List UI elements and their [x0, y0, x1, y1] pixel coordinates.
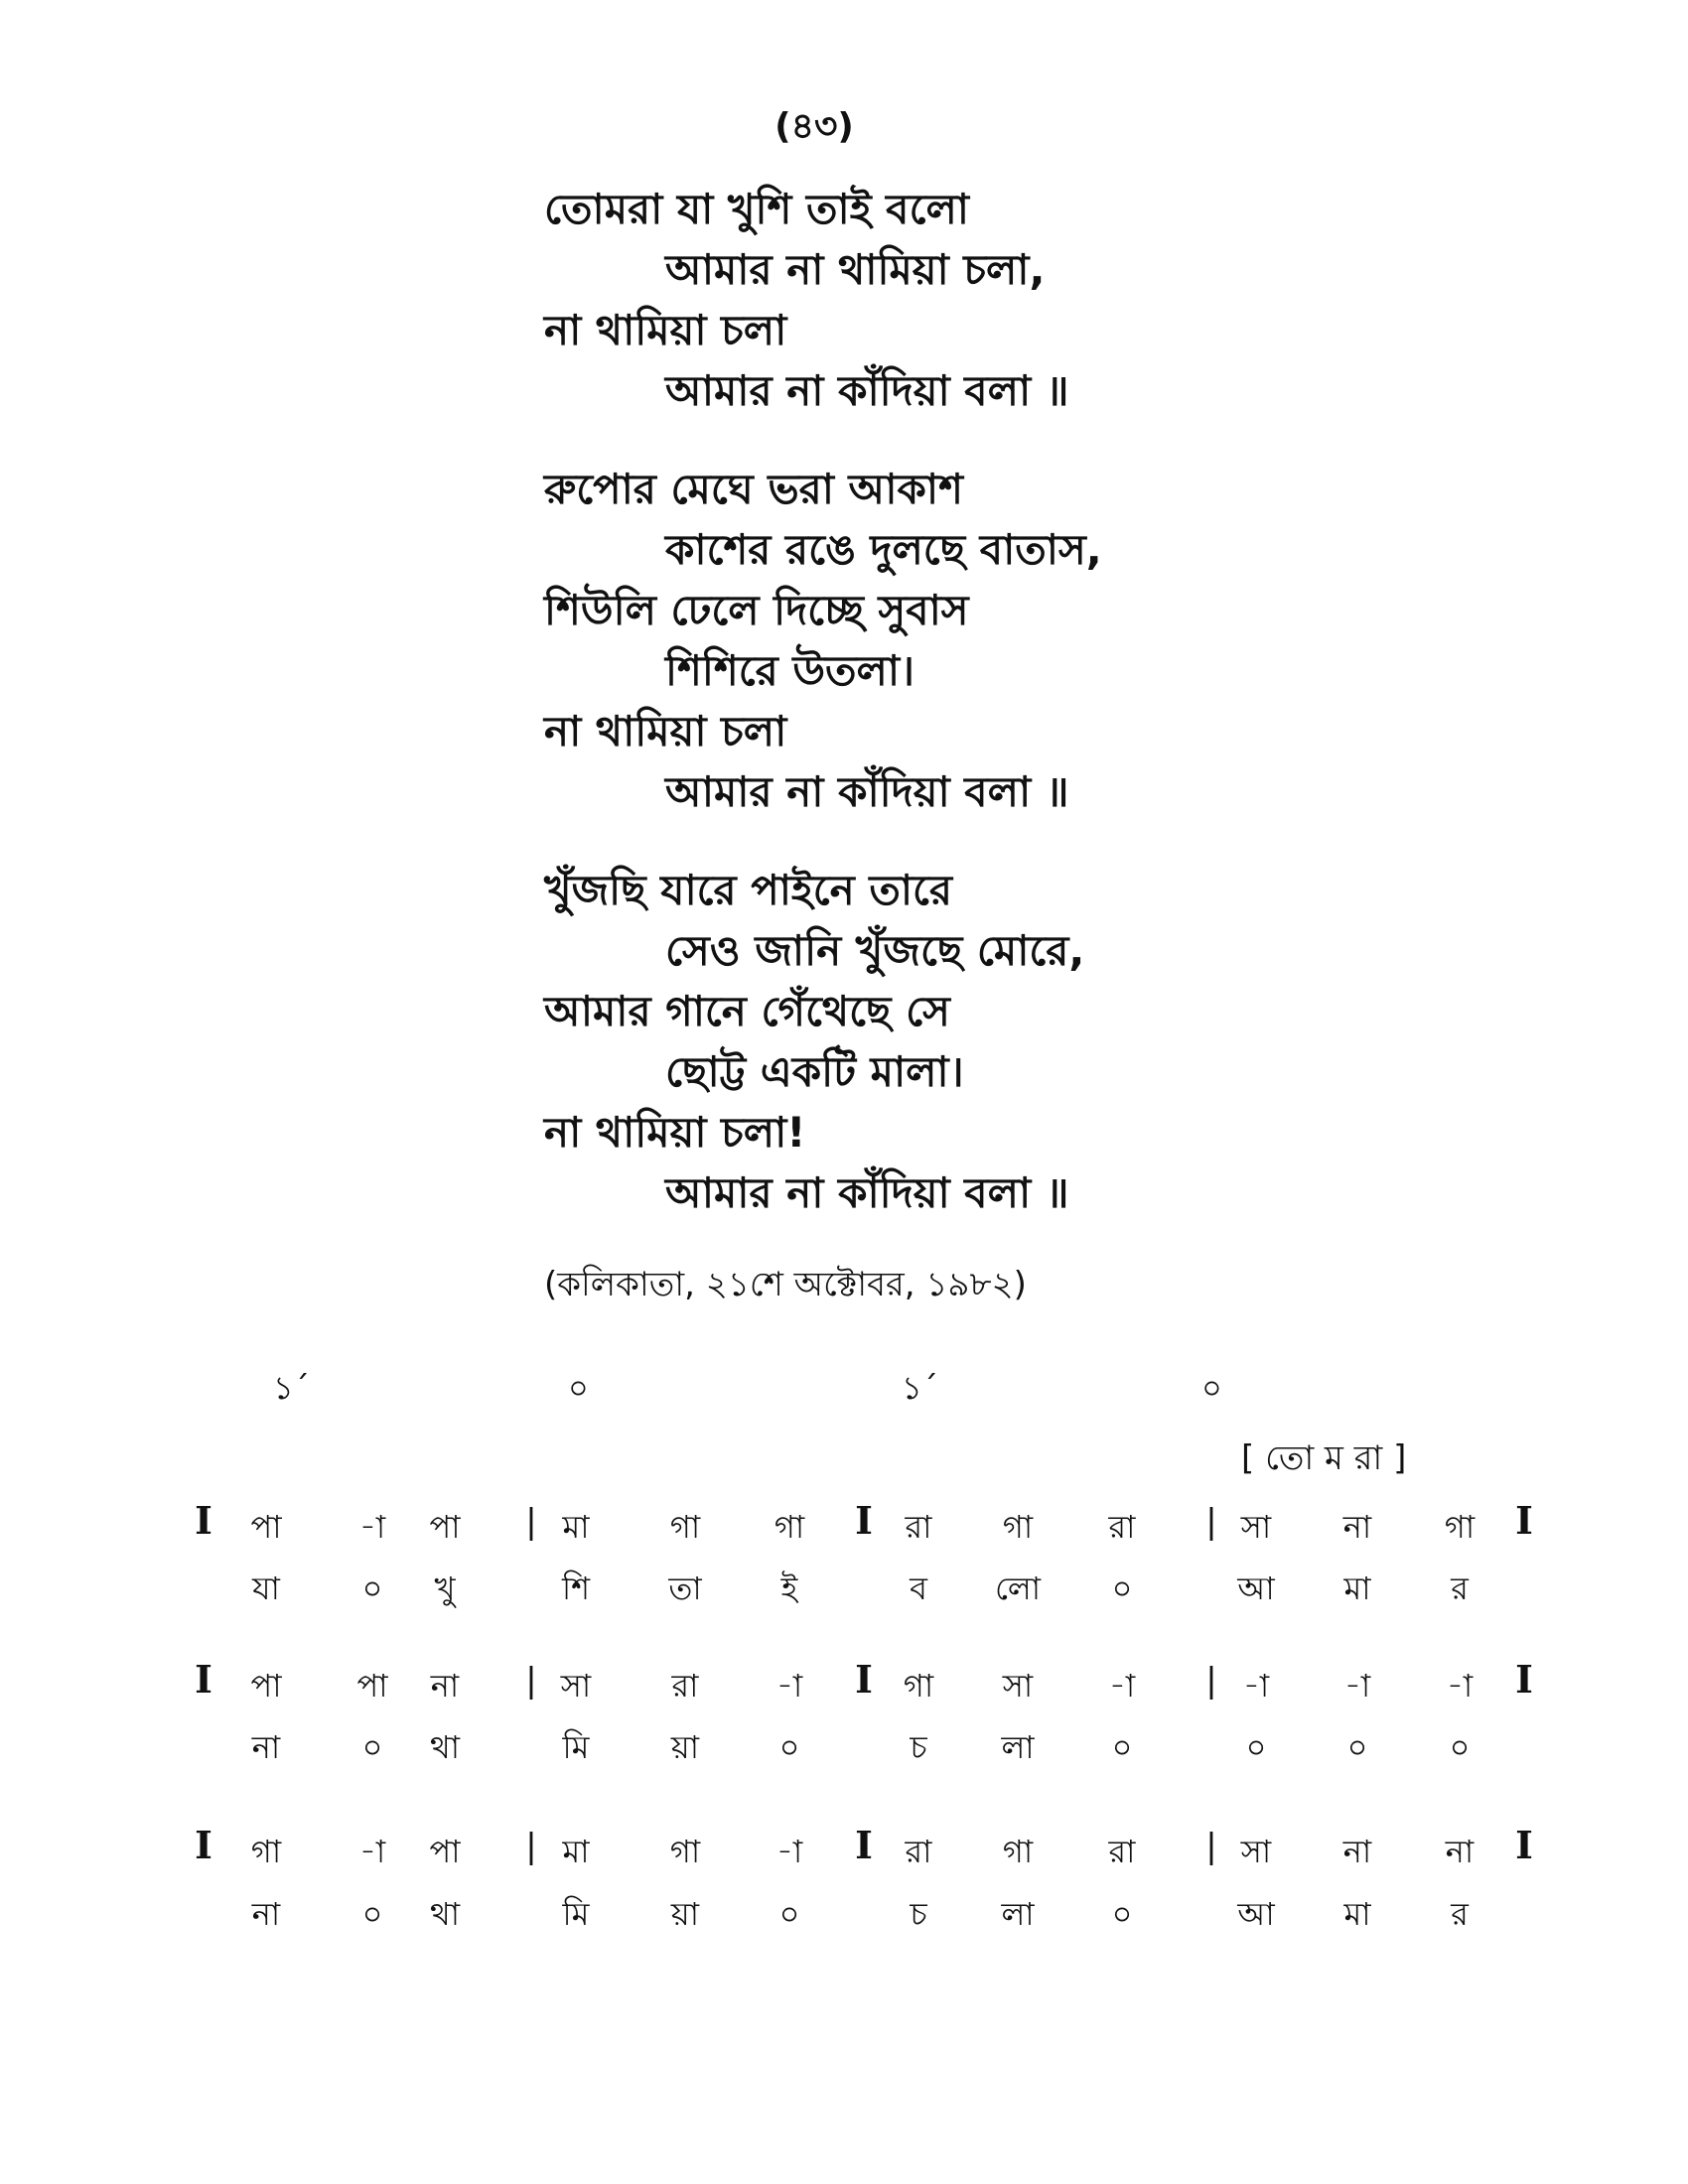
lyric-line: না থামিয়া চলা	[544, 707, 787, 755]
barline-minor: |	[1205, 1502, 1217, 1542]
lyric-line: আমার না থামিয়া চলা,	[665, 245, 1046, 294]
swara-note: -া	[1343, 1667, 1371, 1705]
swara-note: রা	[1108, 1833, 1136, 1870]
lyric-line: না থামিয়া চলা!	[544, 1108, 806, 1157]
swara-note: রা	[671, 1667, 699, 1705]
lyric-syllable: থা	[429, 1895, 460, 1933]
lyric-line: রুপোর মেঘে ভরা আকাশ	[544, 465, 963, 513]
lyric-syllable: মি	[562, 1728, 590, 1766]
barline-minor: |	[525, 1661, 537, 1701]
lyric-syllable: লো	[994, 1570, 1042, 1607]
barline-major: I	[1515, 1498, 1533, 1543]
lyric-line: আমার না কাঁদিয়া বলা ॥	[665, 767, 1069, 816]
footnote-date-place: (কলিকাতা, ২১শে অক্টোবর, ১৯৮২)	[544, 1265, 1027, 1304]
lyric-syllable: তা	[668, 1570, 702, 1607]
lyric-line: আমার না কাঁদিয়া বলা ॥	[665, 366, 1069, 415]
swara-note: -া	[775, 1833, 803, 1870]
swara-note: না	[430, 1667, 460, 1705]
lyric-syllable: ব	[910, 1570, 927, 1607]
lyric-syllable: ০	[361, 1570, 383, 1607]
barline-minor: |	[1205, 1661, 1217, 1701]
lyric-syllable: র	[1451, 1570, 1469, 1607]
swara-note: গা	[1002, 1833, 1034, 1870]
swara-note: পা	[250, 1667, 282, 1705]
lyric-syllable: ০	[778, 1895, 800, 1933]
barline-minor: |	[1205, 1827, 1217, 1866]
barline-major: I	[1515, 1657, 1533, 1702]
lyric-line: আমার না কাঁদিয়া বলা ॥	[665, 1168, 1069, 1217]
swara-note: -া	[775, 1667, 803, 1705]
barline-minor: |	[525, 1827, 537, 1866]
swara-note: না	[1445, 1833, 1475, 1870]
barline-major: I	[195, 1498, 212, 1543]
lyric-syllable: ০	[1111, 1570, 1133, 1607]
lyric-syllable: লা	[1001, 1728, 1035, 1766]
lyric-line: আমার গানে গেঁথেছে সে	[544, 987, 950, 1035]
lyric-syllable: ০	[1245, 1728, 1267, 1766]
swara-note: গা	[903, 1667, 934, 1705]
lyric-line: না থামিয়া চলা	[544, 306, 787, 354]
barline-minor: |	[525, 1502, 537, 1542]
swara-note: না	[1342, 1833, 1372, 1870]
lyric-syllable: ০	[1111, 1728, 1133, 1766]
barline-major: I	[855, 1657, 873, 1702]
swara-note: -া	[358, 1833, 386, 1870]
lyric-syllable: না	[251, 1895, 281, 1933]
lyric-syllable: ০	[361, 1895, 383, 1933]
lyric-line: সেও জানি খুঁজছে মোরে,	[665, 926, 1085, 975]
barline-major: I	[1515, 1823, 1533, 1867]
swara-note: পা	[429, 1833, 461, 1870]
lyric-syllable: মা	[1343, 1895, 1371, 1933]
lyric-syllable: চ	[910, 1895, 927, 1933]
swara-note: গা	[250, 1833, 282, 1870]
lyric-syllable: ০	[1346, 1728, 1368, 1766]
swara-note: -া	[1108, 1667, 1136, 1705]
swara-note: -া	[1446, 1667, 1474, 1705]
swara-note: গা	[1444, 1508, 1476, 1546]
lyric-syllable: ০	[778, 1728, 800, 1766]
swara-note: গা	[1002, 1508, 1034, 1546]
swara-note: গা	[669, 1508, 701, 1546]
lyric-syllable: ০	[1449, 1728, 1471, 1766]
lyric-syllable: মা	[1343, 1570, 1371, 1607]
barline-major: I	[195, 1657, 212, 1702]
swara-note: গা	[669, 1833, 701, 1870]
swara-note: সা	[1240, 1508, 1272, 1546]
beat-mark: ০	[568, 1369, 589, 1407]
swara-note: -া	[358, 1508, 386, 1546]
swara-note: পা	[429, 1508, 461, 1546]
lyric-syllable: আ	[1237, 1895, 1275, 1933]
beat-mark: ০	[1201, 1369, 1222, 1407]
lyric-line: ছোট্ট একটি মালা।	[665, 1047, 964, 1096]
beat-mark: ১´	[902, 1369, 938, 1407]
lyric-syllable: ই	[780, 1570, 798, 1607]
beat-mark: ১´	[273, 1369, 310, 1407]
lyric-syllable: মি	[562, 1895, 590, 1933]
swara-note: সা	[1002, 1667, 1034, 1705]
lyric-syllable: যা	[252, 1570, 280, 1607]
swara-note: গা	[774, 1508, 805, 1546]
lyric-line: শিউলি ঢেলে দিচ্ছে সুবাস	[544, 586, 969, 634]
swara-note: সা	[560, 1667, 592, 1705]
lyric-syllable: না	[251, 1728, 281, 1766]
lyric-syllable: ০	[1111, 1895, 1133, 1933]
barline-major: I	[195, 1823, 212, 1867]
lyric-syllable: শি	[561, 1570, 591, 1607]
page-number: (৪৩)	[774, 106, 854, 147]
lyric-line: শিশিরে উতলা।	[665, 646, 915, 695]
lyric-line: কাশের রঙে দুলছে বাতাস,	[665, 525, 1102, 574]
swara-note: না	[1342, 1508, 1372, 1546]
lyric-syllable: য়া	[670, 1728, 700, 1766]
swara-note: রা	[905, 1508, 932, 1546]
lyric-syllable: থা	[429, 1728, 460, 1766]
swara-note: রা	[1108, 1508, 1136, 1546]
lead-in-syllables: [ তো ম রা ]	[1241, 1438, 1407, 1478]
lyric-syllable: লা	[1001, 1895, 1035, 1933]
lyric-syllable: র	[1451, 1895, 1469, 1933]
lyric-line: খুঁজছি যারে পাইনে তারে	[544, 866, 952, 914]
swara-note: মা	[562, 1508, 590, 1546]
lyric-syllable: ০	[361, 1728, 383, 1766]
lyric-line: তোমরা যা খুশি তাই বলো	[544, 185, 969, 233]
barline-major: I	[855, 1498, 873, 1543]
swara-note: পা	[250, 1508, 282, 1546]
swara-note: রা	[905, 1833, 932, 1870]
lyric-syllable: চ	[910, 1728, 927, 1766]
lyric-syllable: য়া	[670, 1895, 700, 1933]
lyric-syllable: আ	[1237, 1570, 1275, 1607]
swara-note: মা	[562, 1833, 590, 1870]
swara-note: পা	[356, 1667, 388, 1705]
lyric-syllable: খু	[434, 1570, 456, 1607]
barline-major: I	[855, 1823, 873, 1867]
swara-note: -া	[1242, 1667, 1270, 1705]
swara-note: সা	[1240, 1833, 1272, 1870]
